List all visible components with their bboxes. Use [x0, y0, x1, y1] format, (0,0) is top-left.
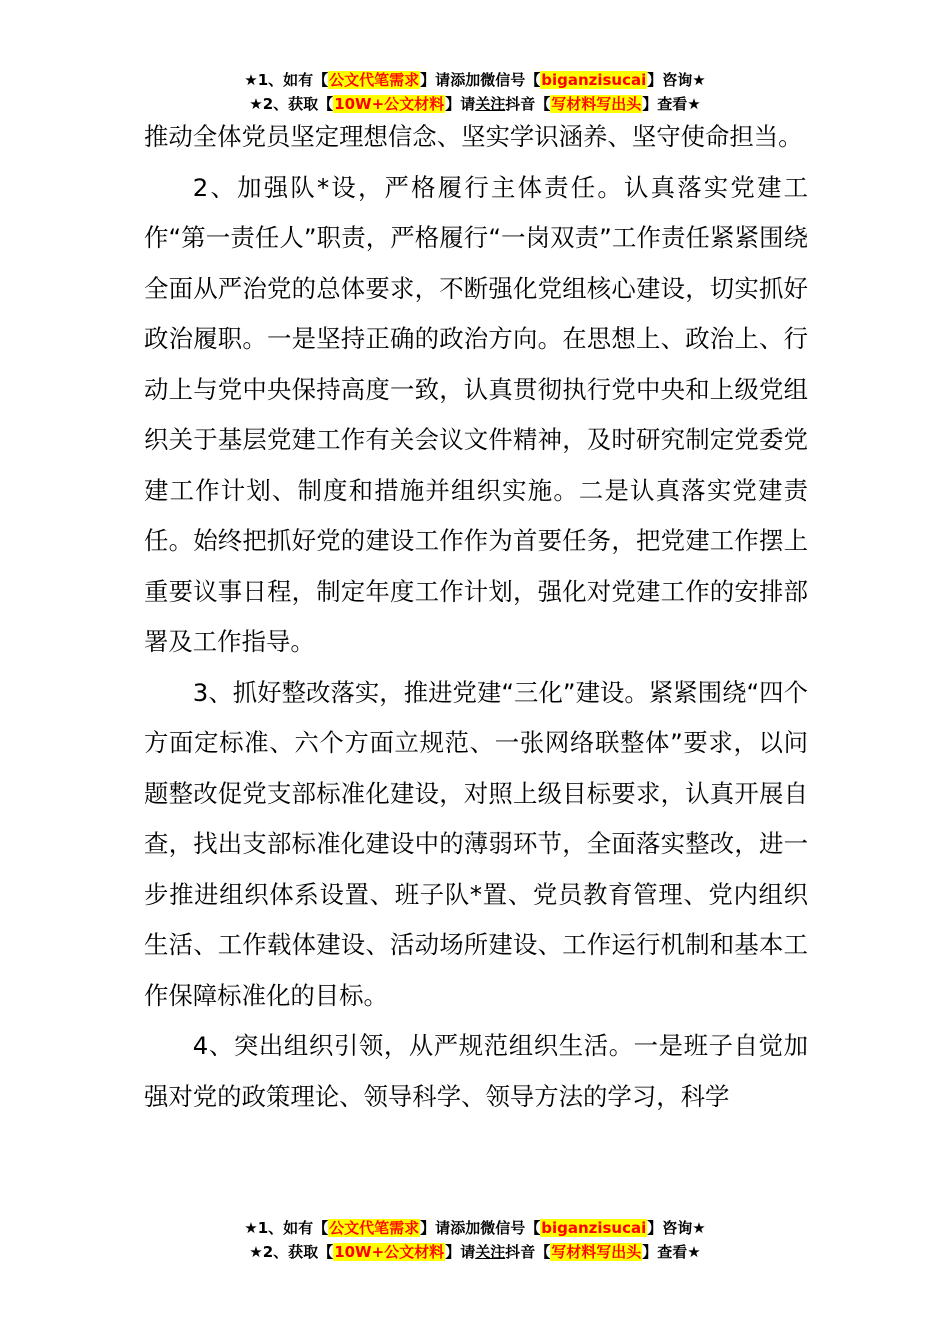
document-body [144, 112, 808, 1122]
paragraph-2: 2、加强队*设，严格履行主体责任。认真落实党建工作“第一责任人”职责，严格履行“一岗双责”工作责任紧紧围绕全面从严治党的总体要求，不断强化党组核心建设，切实抓好政治履职。一是坚持正确的政治方向。在思想上、政治上、行动上与党中央保持高度一致，认真贯彻执行党中央和上级党组织关于基层党建工作有关会议文件精神，及时研究制定党委党建工作计划、制度和措施并组织实施。二是认真落实党建责任。始终把抓好党的建设工作作为首要任务，把党建工作摆上重要议事日程，制定年度工作计划，强化对党建工作的安排部署及工作指导。 [144, 172, 808, 656]
highlight-wechat-id: biganzisucai [541, 71, 647, 89]
paragraph-continuation: 推动全体党员坚定理想信念、坚实学识涵养、坚守使命担当。 [144, 122, 803, 151]
highlight-materials: 10W+公文材料 [334, 95, 445, 113]
banner-text: 】请 [420, 71, 451, 89]
banner-text: 】查看★ [642, 95, 701, 113]
banner-text: 】咨询★ [647, 71, 706, 89]
highlight-service: 公文代笔需求 [329, 1219, 420, 1237]
banner-line-2 [0, 1240, 950, 1264]
banner-text: 】查看★ [642, 1243, 701, 1261]
banner-text: 微信号【 [480, 1219, 541, 1237]
highlight-douyin-account: 写材料写出头 [551, 95, 642, 113]
banner-text: 微信号【 [480, 71, 541, 89]
banner-text: 抖音【 [505, 1243, 551, 1261]
banner-line-1 [0, 1216, 950, 1240]
paragraph-3: 3、抓好整改落实，推进党建“三化”建设。紧紧围绕“四个方面定标准、六个方面立规范、一张网络联整体”要求，以问题整改促党支部标准化建设，对照上级目标要求，认真开展自查，找出支部标准化建设中的薄弱环节，全面落实整改，进一步推进组织体系设置、班子队*置、党员教育管理、党内组织生活、工作载体建设、活动场所建设、工作运行机制和基本工作保障标准化的目标。 [144, 677, 808, 1010]
highlight-wechat-id: biganzisucai [541, 1219, 647, 1237]
banner-text: 】请 [445, 95, 476, 113]
banner-text: 】请 [445, 1243, 476, 1261]
banner-text: ★1、如有【 [244, 1219, 329, 1237]
banner-line-1 [0, 68, 950, 92]
highlight-douyin-account: 写材料写出头 [551, 1243, 642, 1261]
banner-text: ★1、如有【 [244, 71, 329, 89]
paragraph-4: 4、突出组织引领，从严规范组织生活。一是班子自觉加强对党的政策理论、领导科学、领导方法的学习，科学 [144, 1031, 808, 1111]
banner-keyword: 关注 [475, 1243, 506, 1261]
header-banner [0, 68, 950, 116]
highlight-materials: 10W+公文材料 [334, 1243, 445, 1261]
banner-text: 】咨询★ [647, 1219, 706, 1237]
banner-text: 】请 [420, 1219, 451, 1237]
banner-keyword: 添加 [450, 71, 481, 89]
banner-text: 抖音【 [505, 95, 551, 113]
banner-keyword: 添加 [450, 1219, 481, 1237]
banner-text: ★2、获取【 [249, 95, 334, 113]
footer-banner [0, 1216, 950, 1264]
highlight-service: 公文代笔需求 [329, 71, 420, 89]
banner-keyword: 关注 [475, 95, 506, 113]
banner-text: ★2、获取【 [249, 1243, 334, 1261]
